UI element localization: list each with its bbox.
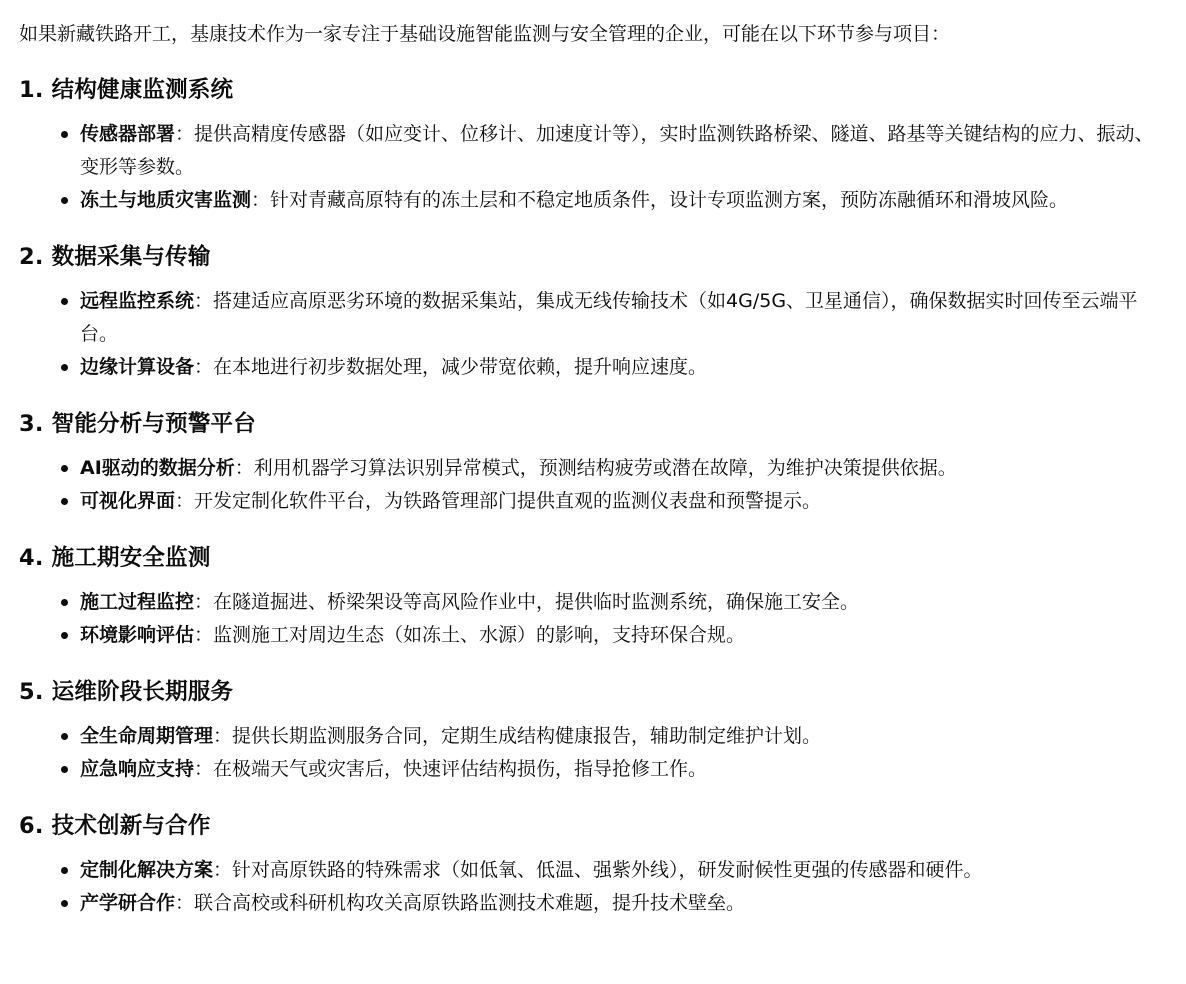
bullet-icon	[61, 733, 68, 740]
item-description: ：开发定制化软件平台，为铁路管理部门提供直观的监测仪表盘和预警提示。	[175, 490, 822, 512]
item-term: 产学研合作	[80, 892, 176, 914]
item-description: ：监测施工对周边生态（如冻土、水源）的影响，支持环保合规。	[194, 624, 746, 646]
bullet-list	[19, 118, 1166, 217]
section-smart-analysis	[19, 406, 1166, 518]
bullet-icon	[61, 298, 68, 305]
item-description: ：联合高校或科研机构攻关高原铁路监测技术难题，提升技术壁垒。	[175, 892, 746, 914]
section-title: 6. 技术创新与合作	[19, 813, 211, 839]
bullet-icon	[61, 131, 68, 138]
item-description: ：在本地进行初步数据处理，减少带宽依赖，提升响应速度。	[194, 356, 708, 378]
section-title: 1. 结构健康监测系统	[19, 77, 234, 103]
item-description: ：搭建适应高原恶劣环境的数据采集站，集成无线传输技术（如4G/5G、卫星通信），确保数据实时回传至云端平台。	[80, 290, 1138, 345]
section-title: 3. 智能分析与预警平台	[19, 411, 256, 437]
item-term: 冻土与地质灾害监测	[80, 189, 252, 211]
item-term: 远程监控系统	[80, 290, 195, 312]
item-term: 应急响应支持	[80, 758, 195, 780]
bullet-list	[19, 854, 1166, 920]
item-description: ：针对高原铁路的特殊需求（如低氧、低温、强紫外线），研发耐候性更强的传感器和硬件。	[213, 859, 983, 881]
bullet-icon	[61, 364, 68, 371]
section-title: 5. 运维阶段长期服务	[19, 679, 234, 705]
list-item	[19, 485, 1166, 518]
item-term: 定制化解决方案	[80, 859, 214, 881]
item-term: AI驱动的数据分析	[80, 457, 235, 479]
list-item	[19, 285, 1166, 351]
bullet-icon	[61, 465, 68, 472]
item-description: ：利用机器学习算法识别异常模式，预测结构疲劳或潜在故障，为维护决策提供依据。	[234, 457, 957, 479]
bullet-list	[19, 586, 1166, 652]
bullet-list	[19, 452, 1166, 518]
list-item	[19, 619, 1166, 652]
item-term: 边缘计算设备	[80, 356, 195, 378]
list-item	[19, 854, 1166, 887]
item-description: ：针对青藏高原特有的冻土层和不稳定地质条件，设计专项监测方案，预防冻融循环和滑坡风险。	[251, 189, 1069, 211]
section-operations-service	[19, 674, 1166, 786]
bullet-icon	[61, 498, 68, 505]
list-item	[19, 753, 1166, 786]
bullet-list	[19, 285, 1166, 384]
list-item	[19, 452, 1166, 485]
section-title: 4. 施工期安全监测	[19, 545, 211, 571]
bullet-icon	[61, 867, 68, 874]
bullet-icon	[61, 632, 68, 639]
list-item	[19, 720, 1166, 753]
bullet-icon	[61, 900, 68, 907]
intro-paragraph: 如果新藏铁路开工，基康技术作为一家专注于基础设施智能监测与安全管理的企业，可能在以下环节参与项目：	[19, 23, 951, 45]
section-data-acquisition	[19, 239, 1166, 384]
list-item	[19, 118, 1166, 184]
section-innovation-cooperation	[19, 808, 1166, 920]
list-item	[19, 351, 1166, 384]
section-title: 2. 数据采集与传输	[19, 244, 211, 270]
item-term: 环境影响评估	[80, 624, 195, 646]
item-description: ：提供长期监测服务合同，定期生成结构健康报告，辅助制定维护计划。	[213, 725, 822, 747]
bullet-icon	[61, 766, 68, 773]
item-term: 传感器部署	[80, 123, 176, 145]
item-description: ：提供高精度传感器（如应变计、位移计、加速度计等），实时监测铁路桥梁、隧道、路基等关键结构的应力、振动、变形等参数。	[80, 123, 1154, 178]
list-item	[19, 586, 1166, 619]
item-term: 可视化界面	[80, 490, 176, 512]
bullet-list	[19, 720, 1166, 786]
item-description: ：在隧道掘进、桥梁架设等高风险作业中，提供临时监测系统，确保施工安全。	[194, 591, 860, 613]
list-item	[19, 184, 1166, 217]
list-item	[19, 887, 1166, 920]
item-term: 全生命周期管理	[80, 725, 214, 747]
bullet-icon	[61, 197, 68, 204]
section-structural-health-monitoring	[19, 72, 1166, 217]
item-term: 施工过程监控	[80, 591, 195, 613]
section-construction-safety	[19, 540, 1166, 652]
item-description: ：在极端天气或灾害后，快速评估结构损伤，指导抢修工作。	[194, 758, 708, 780]
bullet-icon	[61, 599, 68, 606]
